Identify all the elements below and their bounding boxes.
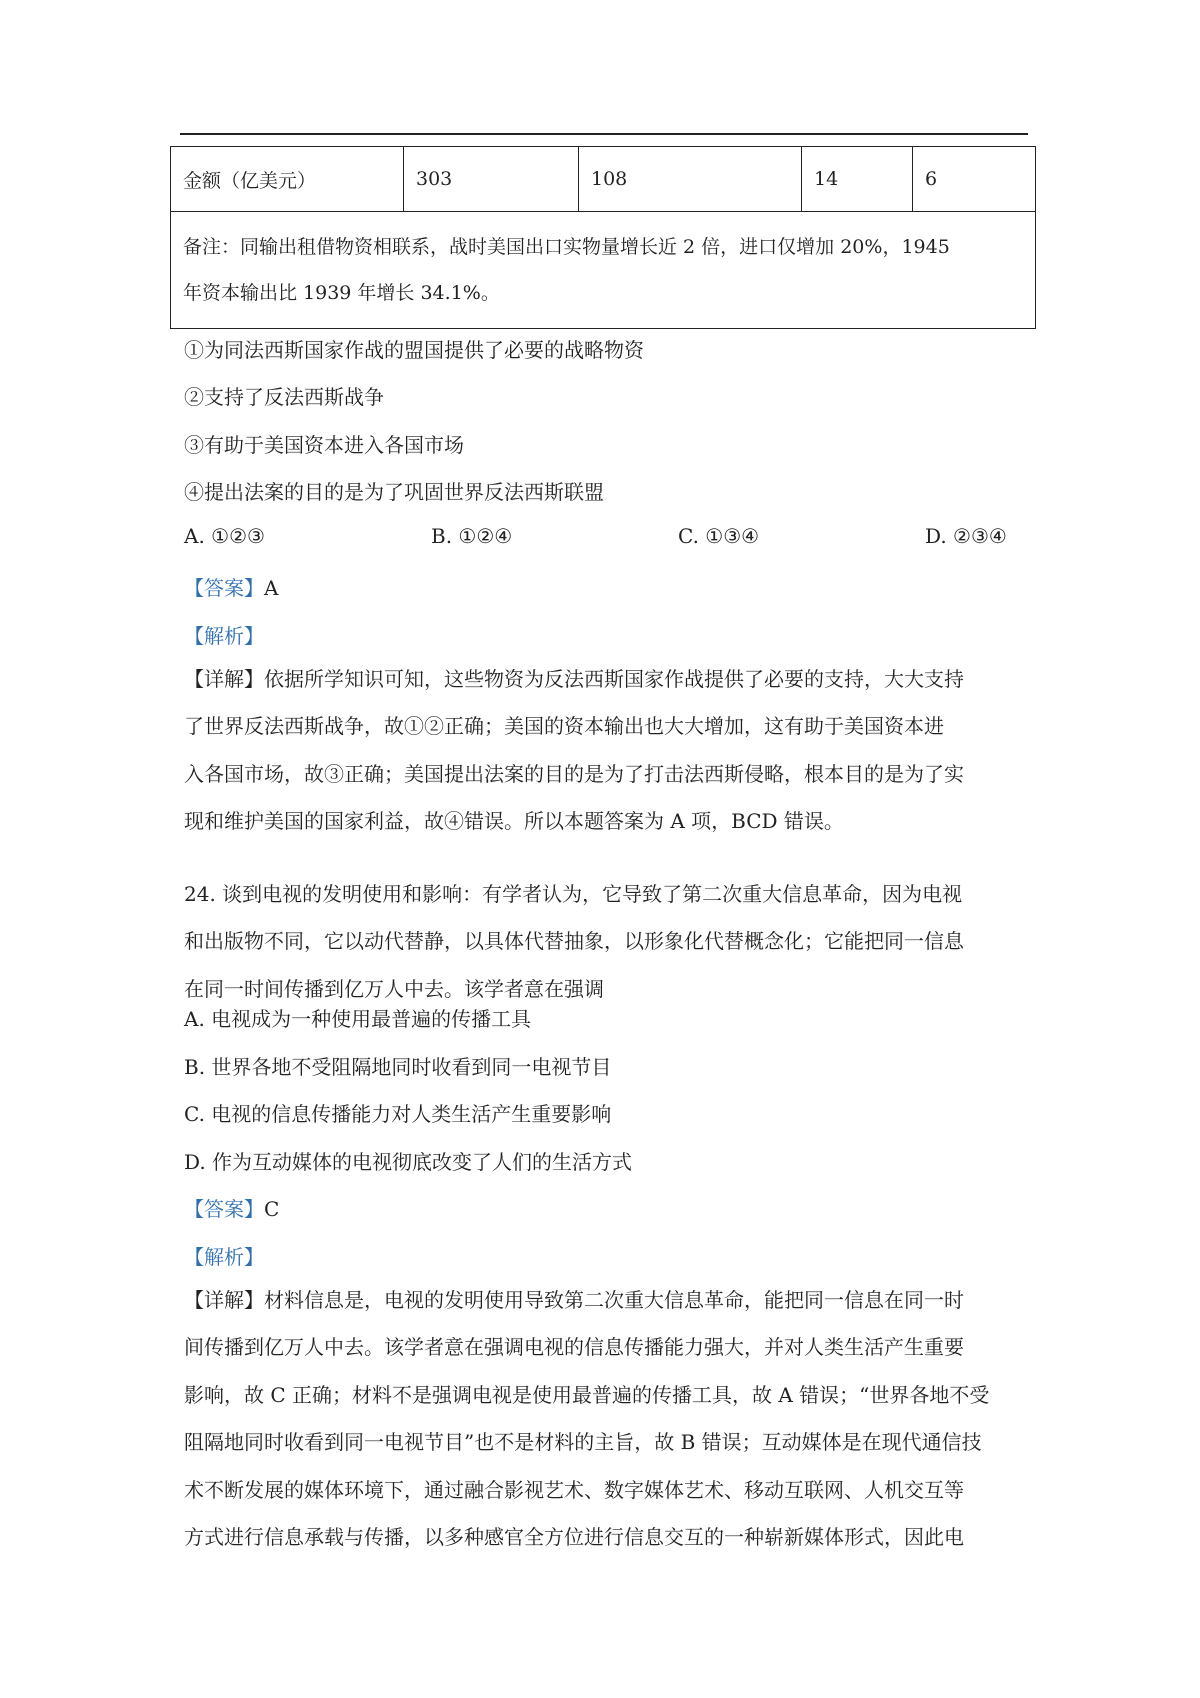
detail-line: 术不断发展的媒体环境下，通过融合影视艺术、数字媒体艺术、移动互联网、人机交互等 bbox=[184, 1477, 964, 1502]
option-a: A. 电视成为一种使用最普遍的传播工具 bbox=[184, 1007, 532, 1031]
detail-line: 入各国市场，故③正确；美国提出法案的目的是为了打击法西斯侵略，根本目的是为了实 bbox=[184, 761, 964, 786]
table-row bbox=[171, 147, 1036, 212]
statement: ③有助于美国资本进入各国市场 bbox=[184, 433, 464, 457]
stem-line: 在同一时间传播到亿万人中去。该学者意在强调 bbox=[184, 976, 604, 1001]
detail-line: 现和维护美国的国家利益，故④错误。所以本题答案为 A 项，BCD 错误。 bbox=[184, 809, 844, 834]
option-a: A. ①②③ bbox=[184, 524, 265, 548]
q24-detail bbox=[184, 1277, 1026, 1561]
option-b: B. 世界各地不受阻隔地同时收看到同一电视节目 bbox=[184, 1055, 612, 1079]
table-cell: 108 bbox=[579, 147, 802, 212]
option-d: D. ②③④ bbox=[925, 524, 1007, 548]
detail-line: 间传播到亿万人中去。该学者意在强调电视的信息传播能力强大，并对人类生活产生重要 bbox=[184, 1335, 964, 1360]
option-c: C. ①③④ bbox=[678, 524, 760, 548]
stem-line: 24. 谈到电视的发明使用和影响：有学者认为，它导致了第二次重大信息革命，因为电视 bbox=[184, 882, 963, 906]
detail-line: 【详解】依据所学知识可知，这些物资为反法西斯国家作战提供了必要的支持，大大支持 bbox=[184, 667, 964, 691]
table-cell: 6 bbox=[913, 147, 1036, 212]
answer-value: A bbox=[264, 576, 279, 600]
option-c: C. 电视的信息传播能力对人类生活产生重要影响 bbox=[184, 1102, 612, 1126]
detail-line: 阻隔地同时收看到同一电视节目”也不是材料的主旨，故 B 错误；互动媒体是在现代通信技 bbox=[184, 1430, 982, 1455]
q23-detail bbox=[184, 656, 1026, 846]
stem-line: 和出版物不同，它以动代替静，以具体代替抽象，以形象化代替概念化；它能把同一信息 bbox=[184, 929, 964, 954]
option-d: D. 作为互动媒体的电视彻底改变了人们的生活方式 bbox=[184, 1150, 633, 1174]
answer-value: C bbox=[264, 1197, 280, 1221]
answer-line bbox=[184, 1193, 279, 1222]
detail-tag: 【详解】 bbox=[184, 667, 264, 691]
statement: ④提出法案的目的是为了巩固世界反法西斯联盟 bbox=[184, 480, 604, 504]
detail-line: 了世界反法西斯战争，故①②正确；美国的资本输出也大大增加，这有助于美国资本进 bbox=[184, 714, 944, 739]
answer-tag: 【答案】 bbox=[184, 576, 264, 600]
table-note bbox=[171, 212, 1036, 329]
export-table bbox=[170, 146, 1036, 329]
answer-tag: 【答案】 bbox=[184, 1197, 264, 1221]
note-line: 年资本输出比 1939 年增长 34.1%。 bbox=[183, 282, 500, 304]
row-label: 金额（亿美元） bbox=[171, 147, 404, 212]
answer-line bbox=[184, 572, 278, 601]
table-cell: 14 bbox=[802, 147, 913, 212]
table-row bbox=[171, 212, 1036, 329]
analysis-tag: 【解析】 bbox=[184, 624, 264, 648]
q24-stem bbox=[184, 871, 1026, 1013]
detail-line: 方式进行信息承载与传播，以多种感官全方位进行信息交互的一种崭新媒体形式，因此电 bbox=[184, 1525, 964, 1550]
note-line: 备注：同输出租借物资相联系，战时美国出口实物量增长近 2 倍，进口仅增加 20%，1945 bbox=[183, 236, 950, 258]
detail-line: 影响，故 C 正确；材料不是强调电视是使用最普遍的传播工具，故 A 错误；“世界各地不受 bbox=[184, 1382, 990, 1407]
detail-line: 【详解】材料信息是，电视的发明使用导致第二次重大信息革命，能把同一信息在同一时 bbox=[184, 1288, 964, 1312]
analysis-tag: 【解析】 bbox=[184, 1245, 264, 1269]
detail-tag: 【详解】 bbox=[184, 1288, 264, 1312]
top-rule bbox=[180, 133, 1028, 135]
statement: ①为同法西斯国家作战的盟国提供了必要的战略物资 bbox=[184, 338, 644, 362]
option-b: B. ①②④ bbox=[431, 524, 513, 548]
table-cell: 303 bbox=[404, 147, 579, 212]
statement: ②支持了反法西斯战争 bbox=[184, 385, 384, 409]
